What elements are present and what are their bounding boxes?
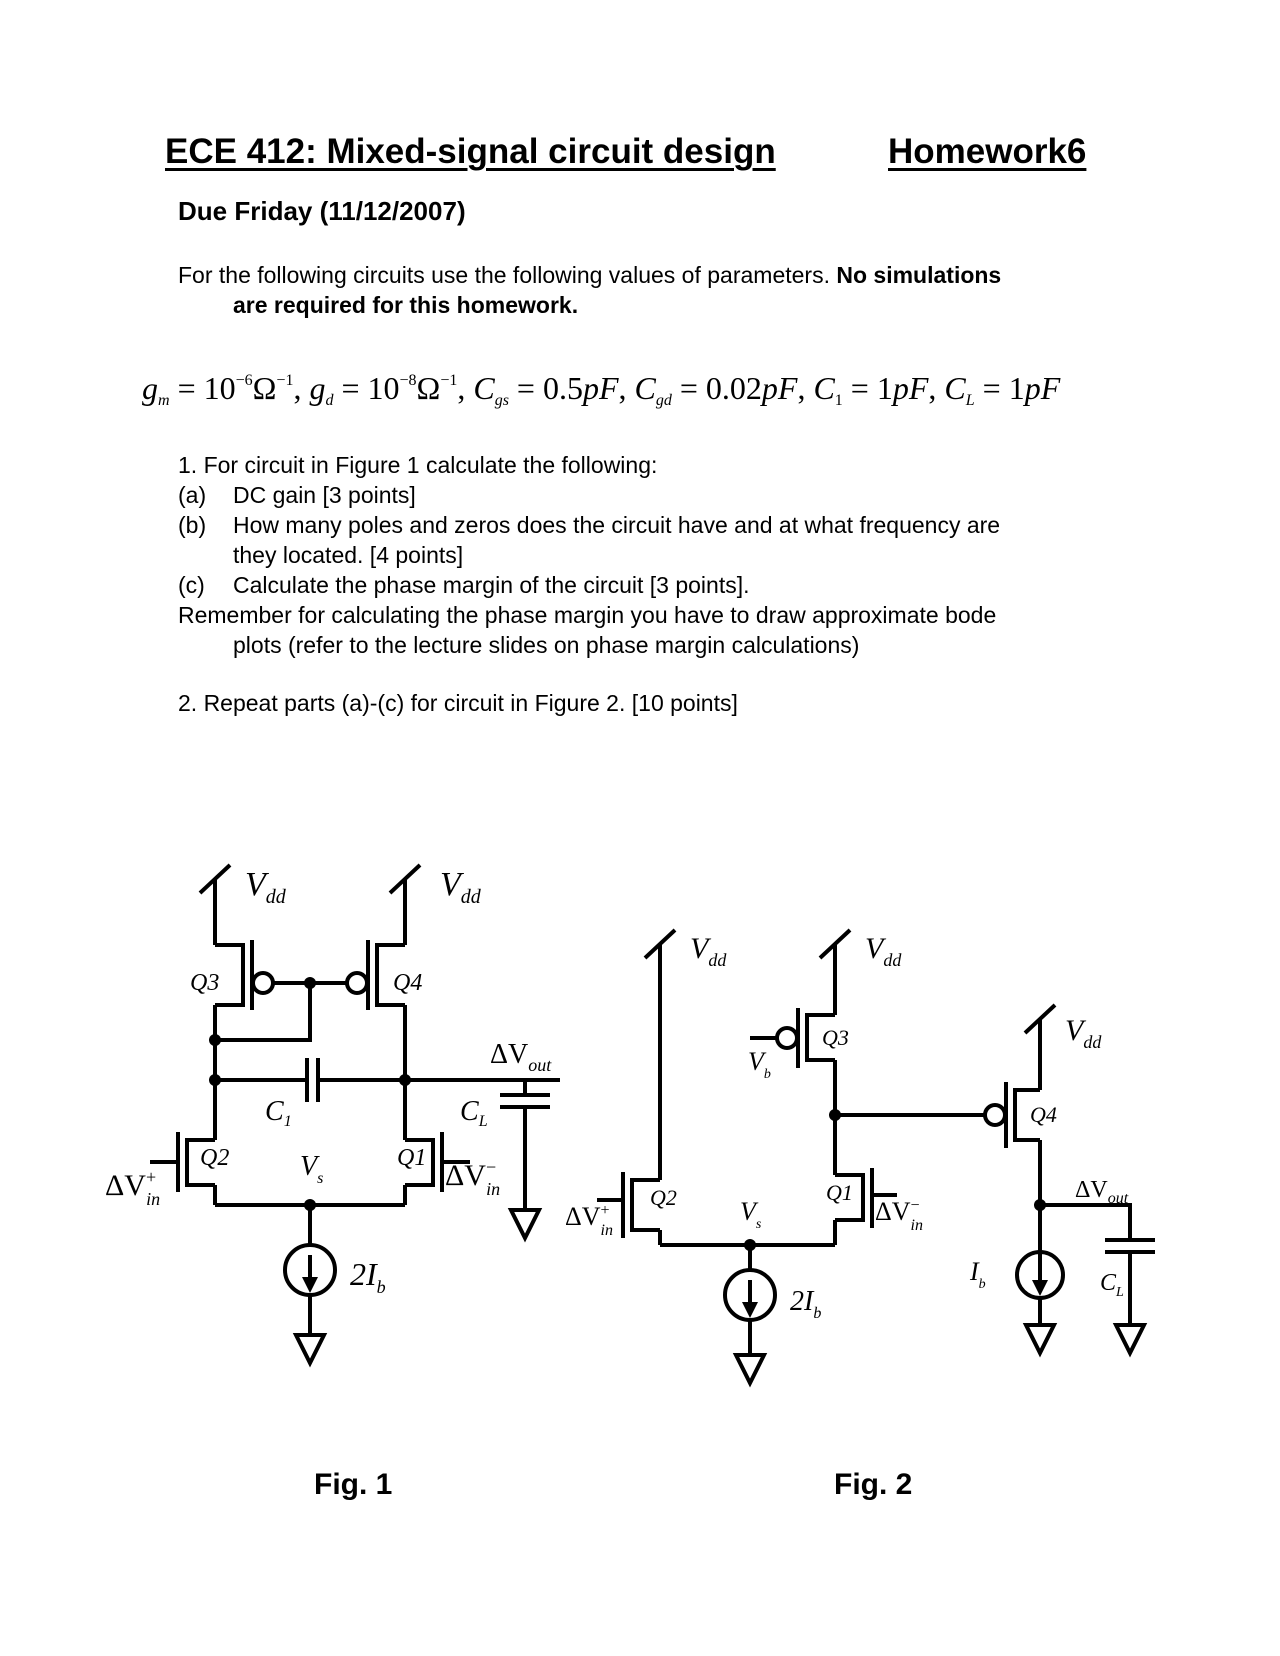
fig2-ib-ground bbox=[1026, 1298, 1054, 1353]
fig2-vs-label: $V_s$ bbox=[740, 1197, 762, 1232]
c1-sub: 1 bbox=[834, 392, 843, 409]
fig2-ground bbox=[736, 1320, 764, 1383]
parameter-equation: $g_m = 10^{-6}\Omega^{-1}$, $g_d = 10^{-8}\Omega^{-1}$, $C_{gs} = 0.5pF$, $C_{gd} = 0.02pF$, $C_1 = 1pF$, $C_L = 1pF$ bbox=[142, 370, 1061, 409]
fig1-node-out bbox=[399, 1074, 411, 1086]
cl-symbol: C bbox=[944, 370, 966, 406]
c1-value: 1 bbox=[876, 370, 893, 406]
cgs-unit: pF bbox=[582, 370, 619, 406]
fig1-ground bbox=[296, 1295, 324, 1363]
homework-number: Homework6 bbox=[888, 132, 1087, 171]
fig2-cl-capacitor bbox=[1040, 1205, 1155, 1325]
fig2-vin-minus-label: ΔV− in bbox=[875, 1197, 923, 1234]
gm-exponent: −6 bbox=[235, 372, 253, 389]
gm-sub: m bbox=[158, 392, 170, 409]
fig2-q3-label: Q3 bbox=[822, 1025, 849, 1050]
fig2-vdd-q3-symbol bbox=[820, 930, 850, 1015]
fig1-vout-label: $\Delta V_{out}$ bbox=[490, 1039, 552, 1075]
fig1-vdd-right-label: $V_{dd}$ bbox=[440, 866, 481, 908]
fig2-vout-label: $\Delta V_{out}$ bbox=[1075, 1177, 1129, 1207]
fig2-cl-label: $C_L$ bbox=[1100, 1270, 1124, 1300]
fig1-q4-label: Q4 bbox=[393, 970, 423, 996]
fig1-vdd-left-label: $V_{dd}$ bbox=[245, 866, 286, 908]
question-1a-label: (a) bbox=[178, 482, 207, 508]
cl-unit: pF bbox=[1024, 370, 1061, 406]
figure-2-schematic bbox=[597, 930, 1155, 1383]
fig1-gate-wire bbox=[215, 983, 347, 1040]
question-1b-cont: they located. [4 points] bbox=[233, 542, 464, 568]
fig1-node-vs bbox=[304, 1199, 316, 1211]
fig2-q3-gate-bubble bbox=[777, 1028, 797, 1048]
question-1a-text: DC gain [3 points] bbox=[233, 482, 416, 508]
cgs-sub: gs bbox=[494, 392, 509, 409]
fig2-vb-label: $V_b$ bbox=[748, 1047, 771, 1082]
gd-value: 10 bbox=[367, 370, 400, 406]
gm-symbol: g bbox=[142, 370, 158, 406]
cl-sub: L bbox=[965, 392, 975, 409]
fig1-c1-label: $C_1$ bbox=[265, 1096, 292, 1130]
gm-unit: Ω bbox=[252, 370, 277, 406]
fig1-vdd-left-symbol bbox=[200, 865, 230, 945]
due-date: Due Friday (11/12/2007) bbox=[178, 196, 466, 226]
intro-bold-2: are required for this homework. bbox=[233, 292, 579, 318]
cgs-value: 0.5 bbox=[542, 370, 583, 406]
cgd-value: 0.02 bbox=[705, 370, 762, 406]
cgd-unit: pF bbox=[761, 370, 798, 406]
fig2-node-out bbox=[1034, 1199, 1046, 1211]
fig1-q4-gate-bubble bbox=[347, 973, 367, 993]
remember-note-cont: plots (refer to the lecture slides on phase margin calculations) bbox=[233, 632, 860, 658]
fig2-ib-label: $I_b$ bbox=[970, 1257, 986, 1292]
fig2-vdd-q3-label: $V_{dd}$ bbox=[865, 932, 902, 970]
fig1-vs-label: $V_s$ bbox=[300, 1151, 324, 1187]
cgs-symbol: C bbox=[473, 370, 495, 406]
fig2-node-mid bbox=[829, 1109, 841, 1121]
gd-sub: d bbox=[325, 392, 334, 409]
gd-symbol: g bbox=[309, 370, 326, 406]
gd-unit: Ω bbox=[416, 370, 441, 406]
gm-value: 10 bbox=[203, 370, 236, 406]
fig1-cl-ground bbox=[511, 1210, 539, 1238]
fig2-vdd-q2-symbol bbox=[645, 930, 675, 1180]
c1-symbol: C bbox=[813, 370, 835, 406]
question-1b-label: (b) bbox=[178, 512, 207, 538]
fig1-q2-label: Q2 bbox=[200, 1145, 230, 1171]
c1-unit: pF bbox=[892, 370, 929, 406]
fig2-vdd-q2-label: $V_{dd}$ bbox=[690, 932, 727, 970]
fig1-q1-label: Q1 bbox=[397, 1145, 427, 1171]
question-1c-text: Calculate the phase margin of the circuit [3 points]. bbox=[233, 572, 750, 598]
fig2-q1-label: Q1 bbox=[826, 1180, 853, 1205]
fig1-vdd-right-symbol bbox=[390, 865, 420, 945]
question-1: 1. For circuit in Figure 1 calculate the following: bbox=[178, 452, 658, 478]
fig2-q4-label: Q4 bbox=[1030, 1102, 1057, 1127]
fig2-vdd-q4-symbol bbox=[1025, 1005, 1055, 1090]
fig2-node-vs bbox=[744, 1239, 756, 1251]
fig2-q4-gate-bubble bbox=[985, 1105, 1005, 1125]
fig1-q3-transistor bbox=[215, 940, 252, 1010]
figure-2-caption: Fig. 2 bbox=[834, 1468, 913, 1501]
fig2-vin-plus-label: ΔV+ in bbox=[565, 1202, 613, 1239]
fig2-cl-ground bbox=[1116, 1325, 1144, 1353]
fig2-q2-label: Q2 bbox=[650, 1185, 677, 1210]
question-1b-text: How many poles and zeros does the circuit have and at what frequency are bbox=[233, 512, 1001, 538]
gm-unit-exponent: −1 bbox=[276, 372, 294, 389]
cl-value: 1 bbox=[1008, 370, 1025, 406]
cgd-sub: gd bbox=[655, 392, 672, 409]
remember-note: Remember for calculating the phase margin you have to draw approximate bode bbox=[178, 602, 997, 628]
figure-2-labels bbox=[565, 932, 1129, 1322]
figure-1-caption: Fig. 1 bbox=[314, 1468, 393, 1501]
question-1c-label: (c) bbox=[178, 572, 205, 598]
fig1-node-gate bbox=[304, 977, 316, 989]
gd-exponent: −8 bbox=[399, 372, 417, 389]
fig1-node-diode bbox=[209, 1034, 221, 1046]
page-title: ECE 412: Mixed-signal circuit design bbox=[165, 132, 776, 171]
figure-2-nodes bbox=[744, 1109, 1046, 1251]
intro-bold: No simulations bbox=[836, 262, 1002, 288]
cgd-symbol: C bbox=[634, 370, 656, 406]
fig1-vin-minus-label: ΔV− in bbox=[445, 1157, 501, 1199]
question-2: 2. Repeat parts (a)-(c) for circuit in Figure 2. [10 points] bbox=[178, 690, 738, 716]
fig2-2ib-label: $2I_b$ bbox=[790, 1286, 822, 1322]
fig1-2ib-label: $2I_b$ bbox=[350, 1256, 386, 1297]
gd-unit-exponent: −1 bbox=[440, 372, 458, 389]
fig1-vin-plus-label: ΔV+ in bbox=[105, 1167, 161, 1209]
fig1-q3-gate-bubble bbox=[253, 973, 273, 993]
fig1-q3-label: Q3 bbox=[190, 970, 220, 996]
fig1-c1-capacitor bbox=[215, 1058, 405, 1102]
fig1-cl-label: $C_L$ bbox=[460, 1096, 488, 1130]
intro-text: For the following circuits use the following values of parameters. bbox=[178, 262, 837, 288]
fig1-node-c1-left bbox=[209, 1074, 221, 1086]
fig2-vdd-q4-label: $V_{dd}$ bbox=[1065, 1014, 1102, 1052]
